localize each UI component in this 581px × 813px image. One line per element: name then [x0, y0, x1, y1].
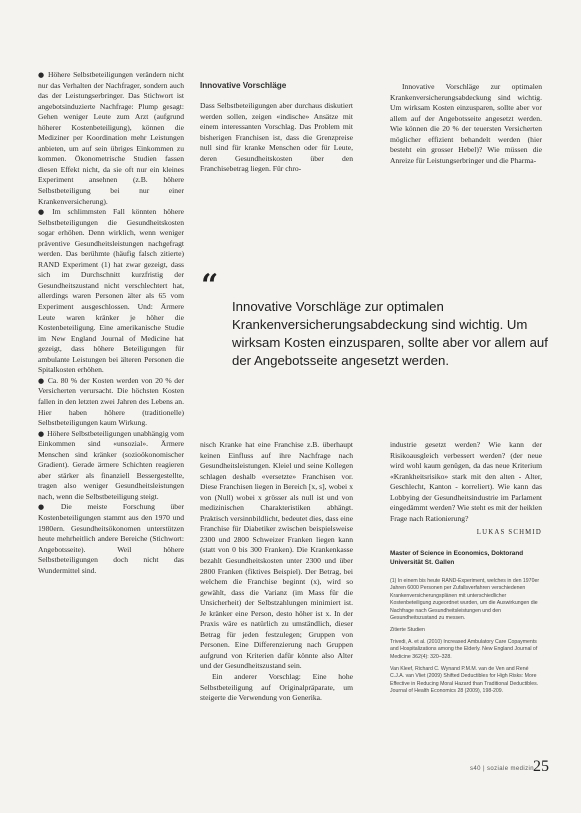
author-affiliation: Master of Science in Economics, Doktorand Universität St. Gallen: [390, 549, 524, 566]
left-column: [38, 70, 184, 576]
quote-mark-icon: “: [201, 268, 219, 303]
bullet-text: Höhere Selbstbeteiligungen verändern nicht nur das Verhalten der Nachfrager, sondern auch das der Leistungserbringer. Das Stichwort ist angebotsinduzierte Nachfrage: Plump gesagt: Gehen weniger Leute zum Arzt (aufgrund höherer Kostenbeteiligung), können die Mediziner per Koordination mehr Leistungen anbieten, um auf sein übriges Einkommen zu kommen. Ökonometrische Studien fassen diesen Effekt nicht, da sie oft nur ein kleines Experiment ansehnen (z.B. höhere Selbstbeteiligung bei nur einer Krankenversicherung).: [38, 70, 185, 206]
bullet-text: Die meiste Forschung über Kostenbeteiligungen stammt aus den 1970 und 1980ern. Gesundheitsökonomen unterstützen heute mehrheitlich andere Bereiche (Stichwort: Angebotsseite). Weil höhere Selbstbeteiligungen doch nicht das Wundermittel sind.: [38, 502, 184, 575]
middle-column-bottom: [200, 440, 353, 704]
sources-label: Zitierte Studien: [390, 627, 425, 634]
paragraph: industrie gesetzt werden? Wie kann der Risikoausgleich verbessert werden? (der neue wird wohl kaum genügen, da das neue Kriterium «Krankheitsrisiko» stark mit den alten - Alter, Geschlecht, Kanton - korreliert). Wie kann das Lobbying der Gesundheitsindustrie im Parlament eingedämmt werden? Wie steht es mit der heiklen Frage nach Rationierung?: [390, 440, 542, 523]
bullet-icon: ●: [38, 376, 45, 385]
bullet-icon: ●: [38, 429, 45, 438]
author-name: LUKAS SCHMID: [476, 529, 542, 537]
bullet-icon: ●: [38, 208, 50, 217]
paragraph: Dass Selbstbeteiligungen aber durchaus diskutiert werden sollen, zeigen «indische» Ansätze mit einem interessanten Vorschlag. Das Problem mit bisherigen Franchisen ist, dass die Grenzpreise null sind für kranke Menschen oder für Leute, deren Gesundheitskosten über den Franchisebetrag liegen. Für chro-: [200, 101, 353, 174]
pull-quote: Innovative Vorschläge zur optimalen Krankenversicherungsabdeckung sind wichtig. Um wirksam Kosten einzusparen, sollte aber vor allem auf der Angebotsseite angesetzt werden.: [232, 299, 548, 368]
source-reference: Trivedi, A. et al. (2010) Increased Ambulatory Care Copayments and Hospitalizations among the Elderly. New England Journal of Medicine 362(4): 320–328.: [390, 638, 538, 660]
paragraph: Ein anderer Vorschlag: Eine hohe Selbstbeteiligung auf Originalpräparate, um steigerte die Verwendung von Generika.: [200, 672, 353, 703]
footer-label: s40 | soziale medizin: [470, 766, 534, 772]
paragraph: Innovative Vorschläge zur optimalen Krankenversicherungsabdeckung sind wichtig. Um wirksam Kosten einzusparen, sollte aber vor allem auf der Angebotsseite angesetzt werden. Wie können die 20 % der teuersten Versicherten möglicher effizient behandelt werden (hier besteht ein grosser Hebel)? Wie müssen die Anreize für Leistungserbringer und die Pharma-: [390, 82, 542, 165]
footnotes: [390, 578, 542, 701]
bullet-paragraph: [38, 70, 184, 207]
right-column-bottom: [390, 440, 542, 567]
bullet-text: Höhere Selbstbeteiligungen unabhängig vom Einkommen sind «unsozial». Ärmere Menschen sind kränker (sozioökonomischer Gradient). Gerade ärmere Schichten reagieren aber stärker als finanziell Bessergestellte, tragen also weniger Gesundheitsleistungen nach, wenn die Selbstbeteiligung steigt.: [38, 428, 185, 501]
bullet-paragraph: [38, 376, 184, 429]
bullet-paragraph: [38, 207, 184, 376]
bullet-paragraph: [38, 502, 184, 576]
bullet-icon: ●: [38, 71, 45, 79]
footnote: (1) In einem bis heute RAND-Experiment, welches in den 1970er Jahren 6000 Personen per Zufallsverfahren verschiedenen Krankenversicherungsplänen mit unterschiedlicher Kostenbeteiligung zugeordnet wurden, um die Auswirkungen die Nachfrage nach Gesundheitsleistungen und den Gesundheitszustand zu messen.: [390, 578, 540, 622]
section-heading: Innovative Vorschläge: [200, 81, 287, 90]
bullet-icon: ●: [38, 503, 58, 512]
right-column-top: [390, 82, 542, 166]
paragraph: nisch Kranke hat eine Franchise z.B. überhaupt keinen Einfluss auf ihre Nachfrage nach Gesundheitsleistungen. Kleiel und seine Kollegen schlagen deshalb «versetzte» Franchisen vor. Diese Franchisen liegen in Bereich [x, s], wobei x von (Null) wobei x grösser als null ist und von medizinischen Charakteristiken abhängt. Praktisch versinnbildlicht, bedeutet dies, dass eine Franchise für Diabetiker zwischen beispielsweise 2300 und 2800 Schweizer Franken liegen kann (statt von 0 bis 300 Franken). Die Krankenkasse bezahlt Gesundheitskosten unter 2300 und über 2800 Franken (fiktives Beispiel). Der Betrag, bei welchem die Franchise beginnt (x), wird so gewählt, dass die Varianz (im Mass für die Unsicherheit) der Selbstzahlungen minimiert ist. Je kränker eine Person, desto höher ist x. In der Praxis wäre es natürlich zu umständlich, dieser Betrag für jeden festzulegen; Gruppen von Personen. Eine Differenzierung nach Gruppen aufgrund von Kriterien dafür könnte also Alter und der Gesundheitszustand sein.: [200, 440, 353, 671]
middle-column-top: [200, 101, 353, 175]
bullet-text: Ca. 80 % der Kosten werden von 20 % der Versicherten verursacht. Die höchsten Kosten fallen in den letzten zwei Jahren des Lebens an. Hier haben höhere (traditionelle) Selbstbeteiligungen kaum Wirkung.: [38, 375, 185, 428]
bullet-paragraph: [38, 429, 184, 503]
page-number: 25: [533, 758, 549, 775]
source-reference: Van Kleef, Richard C. Wynand P.M.M. van de Ven and René C.J.A. van Vliet (2009) Shifted Deductibles for High Risks: More Effective in Reducing Moral Hazard than Traditional Deductibles. Journal of Health Economics 28 (2009), 198-209.: [390, 666, 539, 695]
bullet-text: Im schlimmsten Fall könnten höhere Selbstbeteiligungen die Gesundheitskosten sogar erhöhen. Denn wirklich, wenn weniger präventive Gesundheitsleistungen nachgefragt werden. Das berühmte (häufig falsch zitierte) RAND Experiment (1) hat zwar gezeigt, dass sich im Durchschnitt kurzfristig der Gesundheitszustand nicht verschlechtert hat, allerdings waren Personen älter als 65 vom Experiment ausgeschlossen. Und: Ärmere Leute waren kränker je höher die Kostenbeteiligung. Eine amerikanische Studie im New England Journal of Medicine hat gezeigt, dass höhere Beteiligungen für ambulante Leistungen bei älteren Personen die Spitalkosten erhöhen.: [38, 207, 184, 375]
